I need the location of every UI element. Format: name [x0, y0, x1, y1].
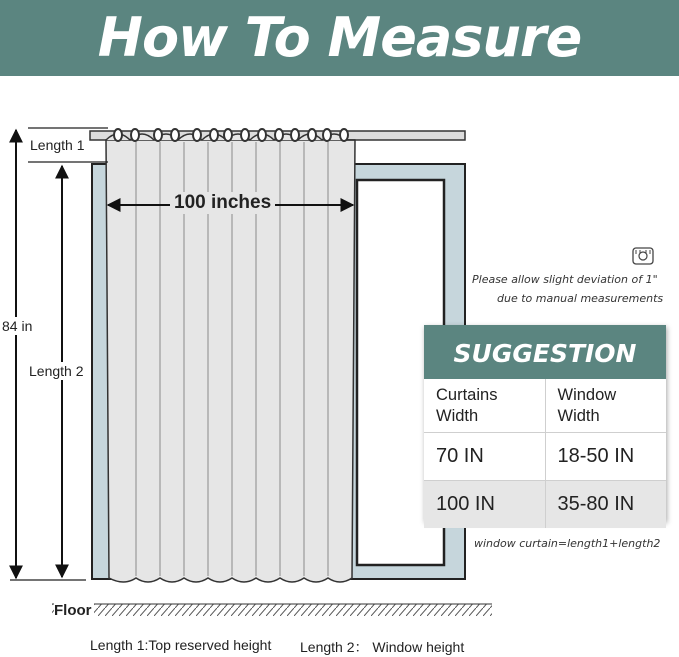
window-width-header: Window Width [557, 385, 617, 425]
floor-label: Floor [54, 602, 92, 619]
window-width-cell: 18-50 IN [557, 445, 635, 467]
page-title: How To Measure [97, 6, 582, 69]
total-height-label: 84 in [2, 318, 33, 334]
table-row [424, 433, 666, 481]
formula-text: window curtain=length1+length2 [474, 537, 661, 550]
curtains-width-cell: 100 IN [424, 481, 546, 528]
legend-length1: Length 1:Top reserved height [90, 637, 272, 653]
deviation-note-line1: Please allow slight deviation of 1" [472, 273, 658, 286]
length2-label: Length 2 [29, 363, 84, 379]
tape-measure-icon [633, 248, 653, 264]
window-width-cell: 35-80 IN [557, 493, 635, 515]
curtain-width-label: 100 inches [170, 192, 275, 214]
floor [52, 604, 492, 616]
length1-label: Length 1 [30, 137, 85, 153]
suggestion-card [424, 325, 666, 521]
curtains-width-header: Curtains Width [424, 379, 546, 432]
curtains-width-cell: 70 IN [424, 433, 546, 480]
legend-length2: Length 2： Window height [300, 639, 465, 655]
suggestion-table-header [424, 379, 666, 433]
table-row [424, 481, 666, 528]
suggestion-title: SUGGESTION [424, 325, 666, 379]
deviation-note-line2: due to manual measurements [497, 292, 664, 305]
